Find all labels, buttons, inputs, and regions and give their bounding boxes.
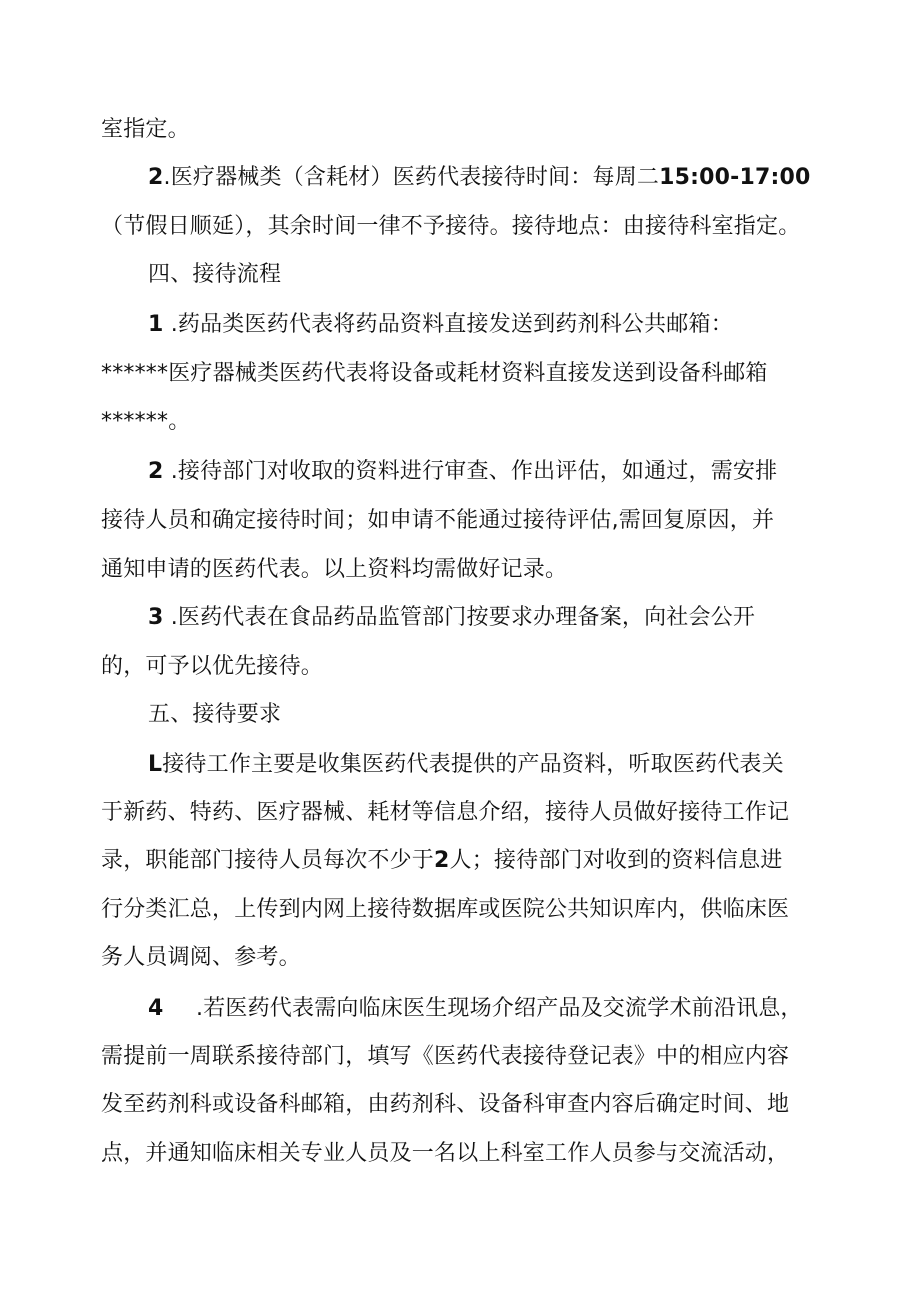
- line-text: 务人员调阅、参考。: [101, 945, 301, 970]
- line-text: 的，可予以优先接待。: [101, 654, 324, 679]
- line-text: ******医疗器械类医药代表将设备或耗材资料直接发送到设备科邮箱: [101, 361, 768, 386]
- text-line: [101, 1037, 789, 1077]
- text-line: [148, 598, 755, 638]
- line-text: 人；接待部门对收到的资料信息进: [449, 848, 783, 873]
- line-text: .若医药代表需向临床医生现场介绍产品及交流学术前沿讯息，: [196, 996, 803, 1021]
- text-line: [101, 110, 190, 150]
- line-text: 通知申请的医药代表。以上资料均需做好记录。: [101, 557, 568, 582]
- line-text: .医疗器械类（含耗材）医药代表接待时间：每周二: [163, 165, 660, 190]
- text-line: [101, 793, 789, 833]
- time-range: 15:00-17:00: [659, 165, 811, 190]
- line-text: 接待人员和确定接待时间；如申请不能通过接待评估,需回复原因，并: [101, 508, 775, 533]
- line-text: .药品类医药代表将药品资料直接发送到药剂科公共邮箱：: [163, 312, 733, 337]
- line-text: 行分类汇总，上传到内网上接待数据库或医院公共知识库内，供临床医: [101, 897, 790, 922]
- text-line: [101, 354, 768, 394]
- text-line: [148, 452, 777, 492]
- line-text: 需提前一周联系接待部门，填写《医药代表接待登记表》中的相应内容: [101, 1044, 790, 1069]
- line-text: 发至药剂科或设备科邮箱，由药剂科、设备科审查内容后确定时间、地: [101, 1092, 790, 1117]
- text-line: [101, 938, 301, 978]
- text-line: [101, 550, 567, 590]
- item-number: L: [148, 752, 163, 777]
- item-number: 2: [148, 459, 164, 484]
- text-line: [101, 647, 323, 687]
- text-line: [101, 501, 774, 541]
- line-text: 于新药、特药、医疗器械、耗材等信息介绍，接待人员做好接待工作记: [101, 800, 790, 825]
- item-number: 3: [148, 605, 164, 630]
- text-line: [148, 305, 733, 345]
- heading-text: 四、接待流程: [148, 262, 282, 287]
- line-text: .接待部门对收取的资料进行审查、作出评估，如通过，需安排: [163, 459, 778, 484]
- text-line: [101, 1085, 789, 1125]
- text-line: [101, 841, 783, 881]
- text-line: [148, 989, 803, 1029]
- item-number: 4: [148, 996, 164, 1021]
- item-number: 1: [148, 312, 164, 337]
- line-text: （节假日顺延），其余时间一律不予接待。接待地点：由接待科室指定。: [101, 214, 801, 239]
- item-number: 2: [148, 165, 164, 190]
- text-line: [101, 1134, 789, 1174]
- text-line: [148, 745, 784, 785]
- text-line: [101, 402, 190, 442]
- line-text: 接待工作主要是收集医药代表提供的产品资料，听取医药代表关: [162, 752, 784, 777]
- line-text: .医药代表在食品药品监管部门按要求办理备案，向社会公开: [163, 605, 756, 630]
- line-text: 点，并通知临床相关专业人员及一名以上科室工作人员参与交流活动，: [101, 1141, 790, 1166]
- line-text: 室指定。: [101, 117, 190, 142]
- line-text: ******。: [101, 409, 191, 434]
- section-heading: [148, 695, 281, 735]
- text-line: [101, 890, 789, 930]
- text-line: [148, 158, 811, 198]
- line-text: 录，职能部门接待人员每次不少于: [101, 848, 435, 873]
- count-number: 2: [434, 848, 450, 873]
- text-line: [101, 207, 800, 247]
- section-heading: [148, 255, 281, 295]
- heading-text: 五、接待要求: [148, 702, 282, 727]
